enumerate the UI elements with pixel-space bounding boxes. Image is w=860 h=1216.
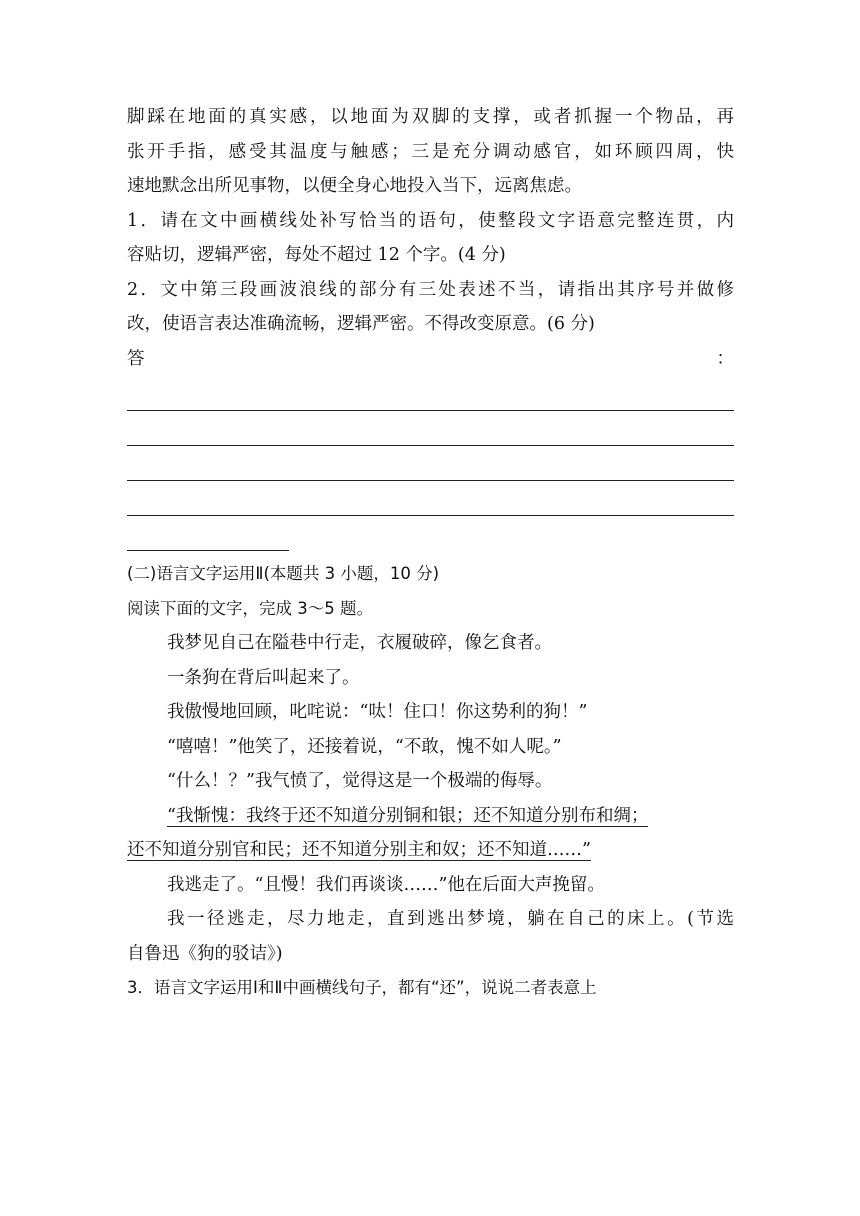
question-2-line: 2．文中第三段画波浪线的部分有三处表述不当，请指出其序号并做修	[127, 279, 734, 300]
question-1-line: 容贴切，逻辑严密，每处不超过 12 个字。(4 分)	[127, 245, 506, 265]
document-page	[127, 100, 734, 1006]
answer-blank-line[interactable]	[127, 446, 734, 481]
story-paragraph: 我逃走了。“且慢！我们再谈谈……”他在后面大声挽留。	[167, 874, 605, 895]
story-paragraph: 我傲慢地回顾，叱咤说：“呔！住口！你这势利的狗！”	[167, 702, 588, 722]
story-paragraph: 一条狗在背后叫起来了。	[167, 667, 360, 688]
passage-line: 张开手指，感受其温度与触感；三是充分调动感官，如环顾四周，快	[127, 141, 734, 162]
answer-blank-line[interactable]	[127, 481, 734, 516]
question-3-line: 3．语言文字运用Ⅰ和Ⅱ中画横线句子，都有“还”，说说二者表意上	[127, 978, 597, 997]
answer-label: 答	[127, 348, 145, 369]
question-2-line: 改，使语言表达准确流畅，逻辑严密。不得改变原意。(6 分)	[127, 314, 595, 334]
story-paragraph: 我一径逃走，尽力地走，直到逃出梦境，躺在自己的床上。(节选	[167, 909, 734, 929]
story-underlined-line	[127, 833, 734, 868]
story-underlined-line	[127, 799, 734, 834]
passage-line: 速地默念出所见事物，以便全身心地投入当下，远离焦虑。	[127, 176, 582, 196]
answer-blank-line[interactable]	[127, 376, 734, 411]
answer-colon: ：	[716, 348, 734, 369]
answer-blank-line-short[interactable]	[127, 516, 289, 551]
section-title: (二)语言文字运用Ⅱ(本题共 3 小题，10 分)	[127, 564, 440, 583]
section-instruction: 阅读下面的文字，完成 3～5 题。	[127, 598, 373, 618]
story-paragraph: 我梦见自己在隘巷中行走，衣履破碎，像乞食者。	[167, 633, 552, 653]
story-paragraph: 自鲁迅《狗的驳诘》)	[127, 943, 283, 964]
passage-line: 脚踩在地面的真实感，以地面为双脚的支撑，或者抓握一个物品，再	[127, 107, 734, 127]
story-paragraph: “嘻嘻！”他笑了，还接着说，“不敢，愧不如人呢。”	[167, 736, 562, 757]
question-1-line: 1．请在文中画横线处补写恰当的语句，使整段文字语意完整连贯，内	[127, 210, 734, 231]
underlined-sentence: “我惭愧：我终于还不知道分别铜和银；还不知道分别布和绸；	[167, 805, 649, 826]
underlined-sentence: 还不知道分别官和民；还不知道分别主和奴；还不知道……”	[127, 840, 591, 860]
story-paragraph: “什么！？”我气愤了，觉得这是一个极端的侮辱。	[167, 771, 553, 791]
answer-label-row	[127, 342, 734, 377]
answer-blank-line[interactable]	[127, 411, 734, 446]
